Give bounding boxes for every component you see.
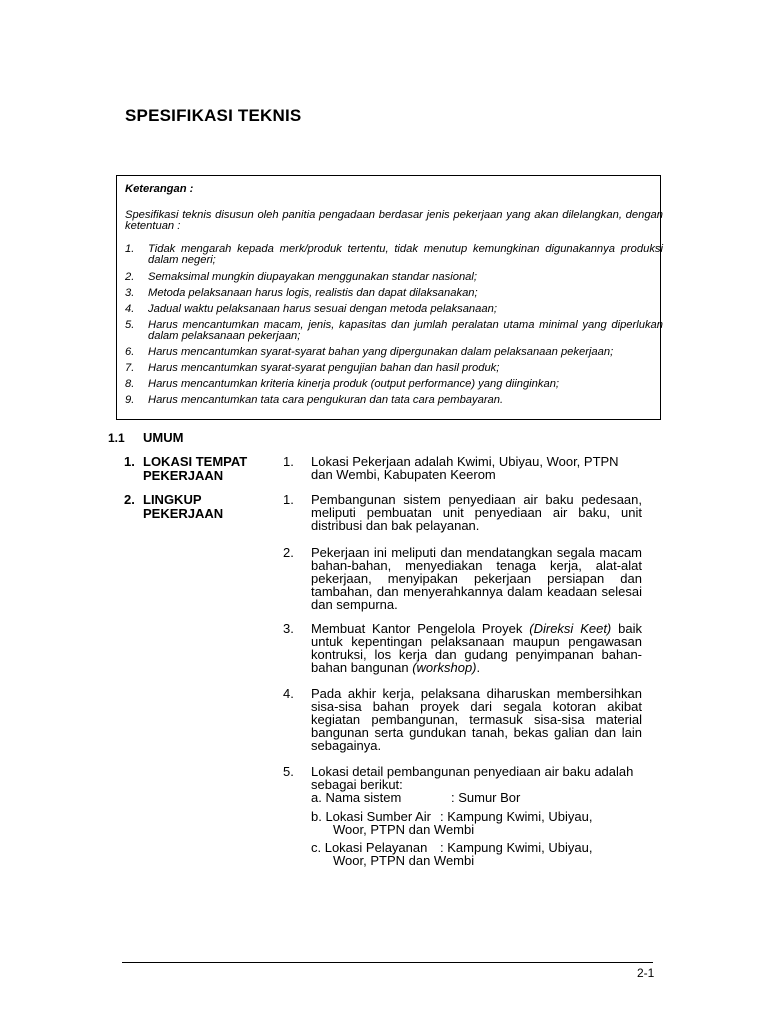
detail-value: : Sumur Bor	[451, 790, 521, 805]
detail-value-cont: Woor, PTPN dan Wembi	[333, 822, 475, 837]
note-item	[125, 272, 663, 283]
note-item	[125, 244, 663, 266]
list-item-num: 1.	[283, 454, 294, 469]
list-item-text-italic: (workshop)	[412, 660, 477, 675]
note-item	[125, 320, 663, 342]
list-item-text: Pada akhir kerja, pelaksana diharuskan membersihkan sisa-sisa bahan proyek dari segala kotoran akibat kegiatan pembangunan, termasuk sisa-sisa material bangunan serta gundukan tanah, bekas galian dan lain sebagainya.	[311, 686, 642, 753]
note-item-text: Metoda pelaksanaan harus logis, realistis dan dapat dilaksanakan;	[148, 287, 478, 299]
list-item-num: 4.	[283, 686, 294, 701]
note-item-text: Harus mencantumkan tata cara pengukuran dan tata cara pembayaran.	[148, 394, 504, 406]
list-item-text: Lokasi Pekerjaan adalah Kwimi, Ubiyau, Woor, PTPN dan Wembi, Kabupaten Keerom	[311, 454, 619, 482]
note-item	[125, 347, 663, 358]
subsection-heading	[124, 455, 264, 483]
subsection-label: LOKASI TEMPAT PEKERJAAN	[143, 454, 248, 483]
list-item-num: 1.	[283, 492, 294, 507]
section-number: 1.1	[108, 431, 125, 445]
note-item	[125, 395, 663, 406]
page-title: SPESIFIKASI TEKNIS	[125, 106, 302, 125]
list-item-text-italic: (Direksi Keet)	[529, 621, 612, 636]
note-item-num: 1.	[125, 243, 135, 255]
note-item-text: Semaksimal mungkin diupayakan menggunakan standar nasional;	[148, 271, 477, 283]
note-item-text: Harus mencantumkan kriteria kinerja produk (output performance) yang diinginkan;	[148, 378, 560, 390]
list-item-text-part: baik untuk kepentingan pelaksanaan maupun pengawasan kontruksi, los kerja dan gudang penyimpanan bahan-bahan bangunan	[311, 621, 642, 675]
detail-label: a. Nama sistem	[311, 790, 402, 805]
note-item-num: 7.	[125, 362, 135, 374]
note-item-num: 5.	[125, 319, 135, 331]
note-item	[125, 363, 663, 374]
footer-divider	[122, 962, 653, 963]
detail-label: b. Lokasi Sumber Air	[311, 809, 431, 824]
note-item-text: Jadual waktu pelaksanaan harus sesuai dengan metoda pelaksanaan;	[148, 303, 497, 315]
subsection-number: 2.	[124, 492, 135, 507]
note-item-text: Harus mencantumkan macam, jenis, kapasitas dan jumlah peralatan utama minimal yang diperlukan dalam pelaksanaan pekerjaan;	[148, 319, 663, 342]
section-title: UMUM	[143, 430, 184, 445]
note-label: Keterangan :	[125, 183, 194, 195]
note-item	[125, 379, 663, 390]
detail-value: : Kampung Kwimi, Ubiyau,	[440, 840, 593, 855]
subsection-number: 1.	[124, 454, 135, 469]
note-item-num: 9.	[125, 394, 135, 406]
list-item-num: 2.	[283, 545, 294, 560]
list-item-text: Pekerjaan ini meliputi dan mendatangkan segala macam bahan-bahan, menyediakan tenaga kerja, alat-alat pekerjaan, menyipakan pekerjaan persiapan dan tambahan, dan menyerahkannya dalam keadaan selesai dan sempurna.	[311, 545, 642, 612]
list-item-num: 5.	[283, 764, 294, 779]
note-item-num: 8.	[125, 378, 135, 390]
list-item-text-part: Membuat Kantor Pengelola Proyek	[311, 621, 530, 636]
note-item	[125, 288, 663, 299]
detail-value: : Kampung Kwimi, Ubiyau,	[440, 809, 593, 824]
note-item-num: 3.	[125, 287, 135, 299]
list-item-text: Pembangunan sistem penyediaan air baku pedesaan, meliputi pembuatan unit penyediaan air baku, unit distribusi dan bak pelayanan.	[311, 492, 642, 533]
subsection-heading	[124, 493, 244, 521]
page-number: 2-1	[637, 966, 655, 980]
note-item-num: 2.	[125, 271, 135, 283]
list-item-text: Lokasi detail pembangunan penyediaan air baku adalah sebagai berikut:	[311, 764, 634, 792]
note-item-text: Harus mencantumkan syarat-syarat pengujian bahan dan hasil produk;	[148, 362, 500, 374]
note-item-text: Tidak mengarah kepada merk/produk tertentu, tidak menutup kemungkinan digunakannya produksi dalam negeri;	[148, 243, 663, 266]
detail-row	[311, 791, 520, 804]
detail-value-cont: Woor, PTPN dan Wembi	[333, 853, 475, 868]
list-item-num: 3.	[283, 621, 294, 636]
detail-label: c. Lokasi Pelayanan	[311, 840, 428, 855]
note-item-num: 6.	[125, 346, 135, 358]
note-item-num: 4.	[125, 303, 135, 315]
note-item-text: Harus mencantumkan syarat-syarat bahan yang dipergunakan dalam pelaksanaan pekerjaan;	[148, 346, 614, 358]
list-item-text	[311, 622, 642, 674]
note-intro: Spesifikasi teknis disusun oleh panitia pengadaan berdasar jenis pekerjaan yang akan dilelangkan, dengan ketentuan :	[125, 209, 663, 232]
subsection-label: LINGKUP PEKERJAAN	[143, 492, 224, 521]
list-item-text-part: .	[476, 660, 481, 675]
note-item	[125, 304, 663, 315]
